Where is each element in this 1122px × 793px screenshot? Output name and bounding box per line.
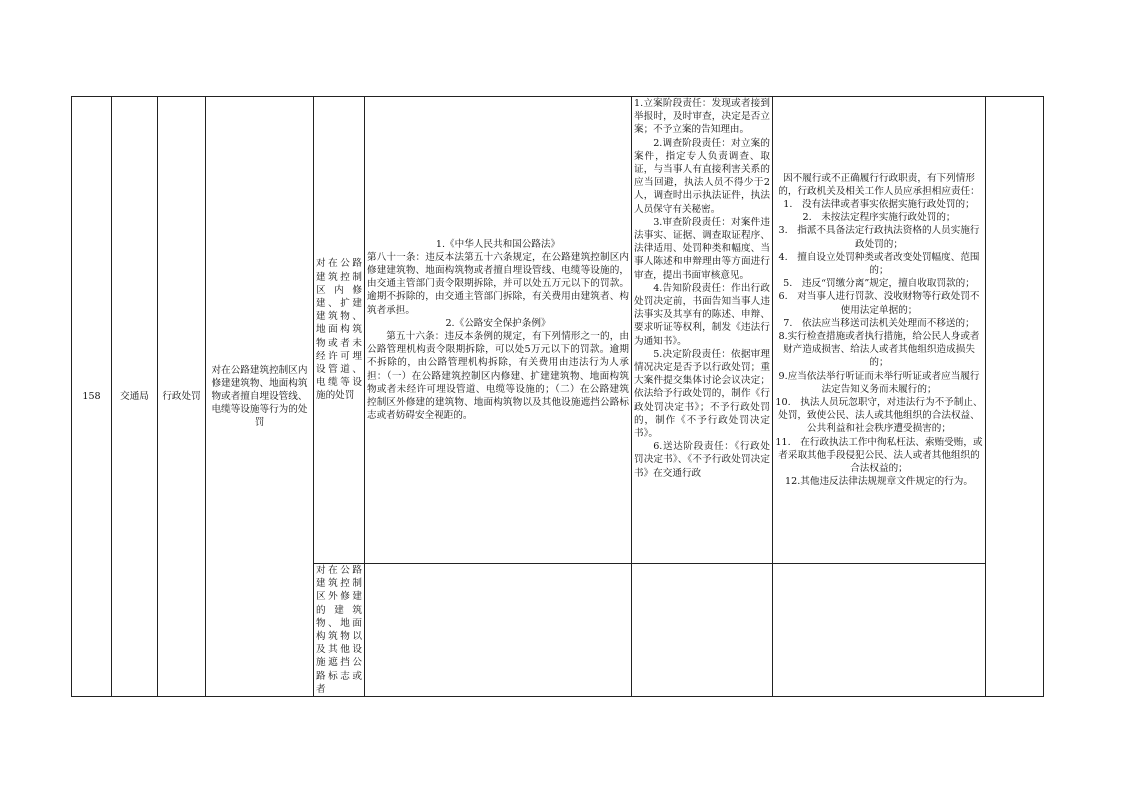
remarks-cell [986,97,1044,697]
responsibility-item: 3.审查阶段责任：对案件违法事实、证据、调查取证程序、法律适用、处罚种类和幅度、当事人陈述和申辩理由等方面进行审查，提出书面审核意见。 [634,216,770,281]
department-cell: 交通局 [112,97,158,697]
sub-item-cell: 对在公路建筑控制区外修建的建筑物、地面构筑物以及其他设施遮挡公路标志或者 [314,564,365,697]
table-row [72,97,1044,564]
row-number: 158 [72,97,112,697]
basis-text-1: 第八十一条：违反本法第五十六条规定，在公路建筑控制区内修建建筑物、地面构筑物或者擅自埋设管线、电缆等设施的，由交通主管部门责令限期拆除，并可以处五万元以下的罚款。逾期不拆除的，由交通主管部门拆除，有关费用由建筑者、构筑者承担。 [367,251,629,316]
basis-cell [365,97,632,564]
responsibility-item: 2.调查阶段责任：对立案的案件，指定专人负责调查、取证，与当事人有直接利害关系的应当回避，执法人员不得少于2人，调查时出示执法证件，执法人员保守有关秘密。 [634,137,770,215]
accountability-cell-empty [773,564,986,697]
responsibility-cell-empty [632,564,773,697]
responsibility-item: 4.告知阶段责任：作出行政处罚决定前，书面告知当事人违法事实及其享有的陈述、申辩、要求听证等权利，制发《违法行为通知书》。 [634,282,770,347]
basis-title-1: 1.《中华人民共和国公路法》 [435,238,561,250]
responsibility-item: 5.决定阶段责任：依据审理情况决定是否予以行政处罚；重大案件提交集体讨论会议决定；依法给予行政处罚的，制作《行政处罚决定书》；不予行政处罚的，制作《不予行政处罚决定书》。 [634,348,770,440]
accountability-item: 1. 没有法律或者事实依据实施行政处罚的； [783,198,975,210]
accountability-item: 2. 未按法定程序实施行政处罚的； [802,212,956,224]
responsibility-cell [632,97,773,564]
responsibility-item: 6.送达阶段责任：《行政处罚决定书》、《不予行政处罚决定书》在交通行政 [634,441,770,479]
accountability-item: 3. 指派不具备法定行政执法资格的人员实施行政处罚的； [778,225,980,250]
penalty-table [71,96,1044,697]
accountability-item: 4. 擅自设立处罚种类或者改变处罚幅度、范围的； [778,251,980,276]
accountability-item: 6. 对当事人进行罚款、没收财物等行政处罚不使用法定单据的； [778,291,980,316]
accountability-item: 7. 依法应当移送司法机关处理而不移送的； [783,317,975,329]
sub-item-cell: 对在公路建筑控制区内修建、扩建建筑物、地面构筑物或者未经许可埋设管道、电缆等设施的处罚 [314,97,365,564]
basis-title-2: 2.《公路安全保护条例》 [445,317,551,329]
accountability-cell [773,97,986,564]
basis-cell-empty [365,564,632,697]
accountability-item: 10. 执法人员玩忽职守，对违法行为不予制止、处罚，致使公民、法人或其他组织的合法权益、公共利益和社会秩序遭受损害的； [775,397,983,435]
item-name-cell: 对在公路建筑控制区内修建建筑物、地面构筑物或者擅自埋设管线、电缆等设施等行为的处罚 [206,97,314,697]
category-cell: 行政处罚 [158,97,206,697]
accountability-item: 12.其他违反法律法规规章文件规定的行为。 [785,476,973,488]
responsibility-item: 1.立案阶段责任：发现或者接到举报时，及时审查，决定是否立案；不予立案的告知理由。 [634,98,770,136]
accountability-item: 9.应当依法举行听证而未举行听证或者应当履行法定告知义务而未履行的； [778,370,980,395]
accountability-item: 5. 违反“罚缴分离”规定，擅自收取罚款的； [783,278,975,290]
basis-text-2: 第五十六条：违反本条例的规定，有下列情形之一的，由公路管理机构责令限期拆除，可以处5万元以下的罚款。逾期不拆除的，由公路管理机构拆除，有关费用由违法行为人承担：（一）在公路建筑控制区内修建、扩建建筑物、地面构筑物或者未经许可埋设管道、电缆等设施的；（二）在公路建筑控制区外修建的建筑物、地面构筑物以及其他设施遮挡公路标志或者妨碍安全视距的。 [367,331,629,422]
accountability-item: 11. 在行政执法工作中徇私枉法、索贿受贿，或者采取其他手段侵犯公民、法人或者其他组织的合法权益的； [775,436,983,475]
accountability-intro: 因不履行或不正确履行行政职责，有下列情形的，行政机关及相关工作人员应承担相应责任： [778,172,980,197]
accountability-item: 8.实行检查措施或者执行措施，给公民人身或者财产造成损害、给法人或者其他组织造成损失的； [778,331,980,369]
